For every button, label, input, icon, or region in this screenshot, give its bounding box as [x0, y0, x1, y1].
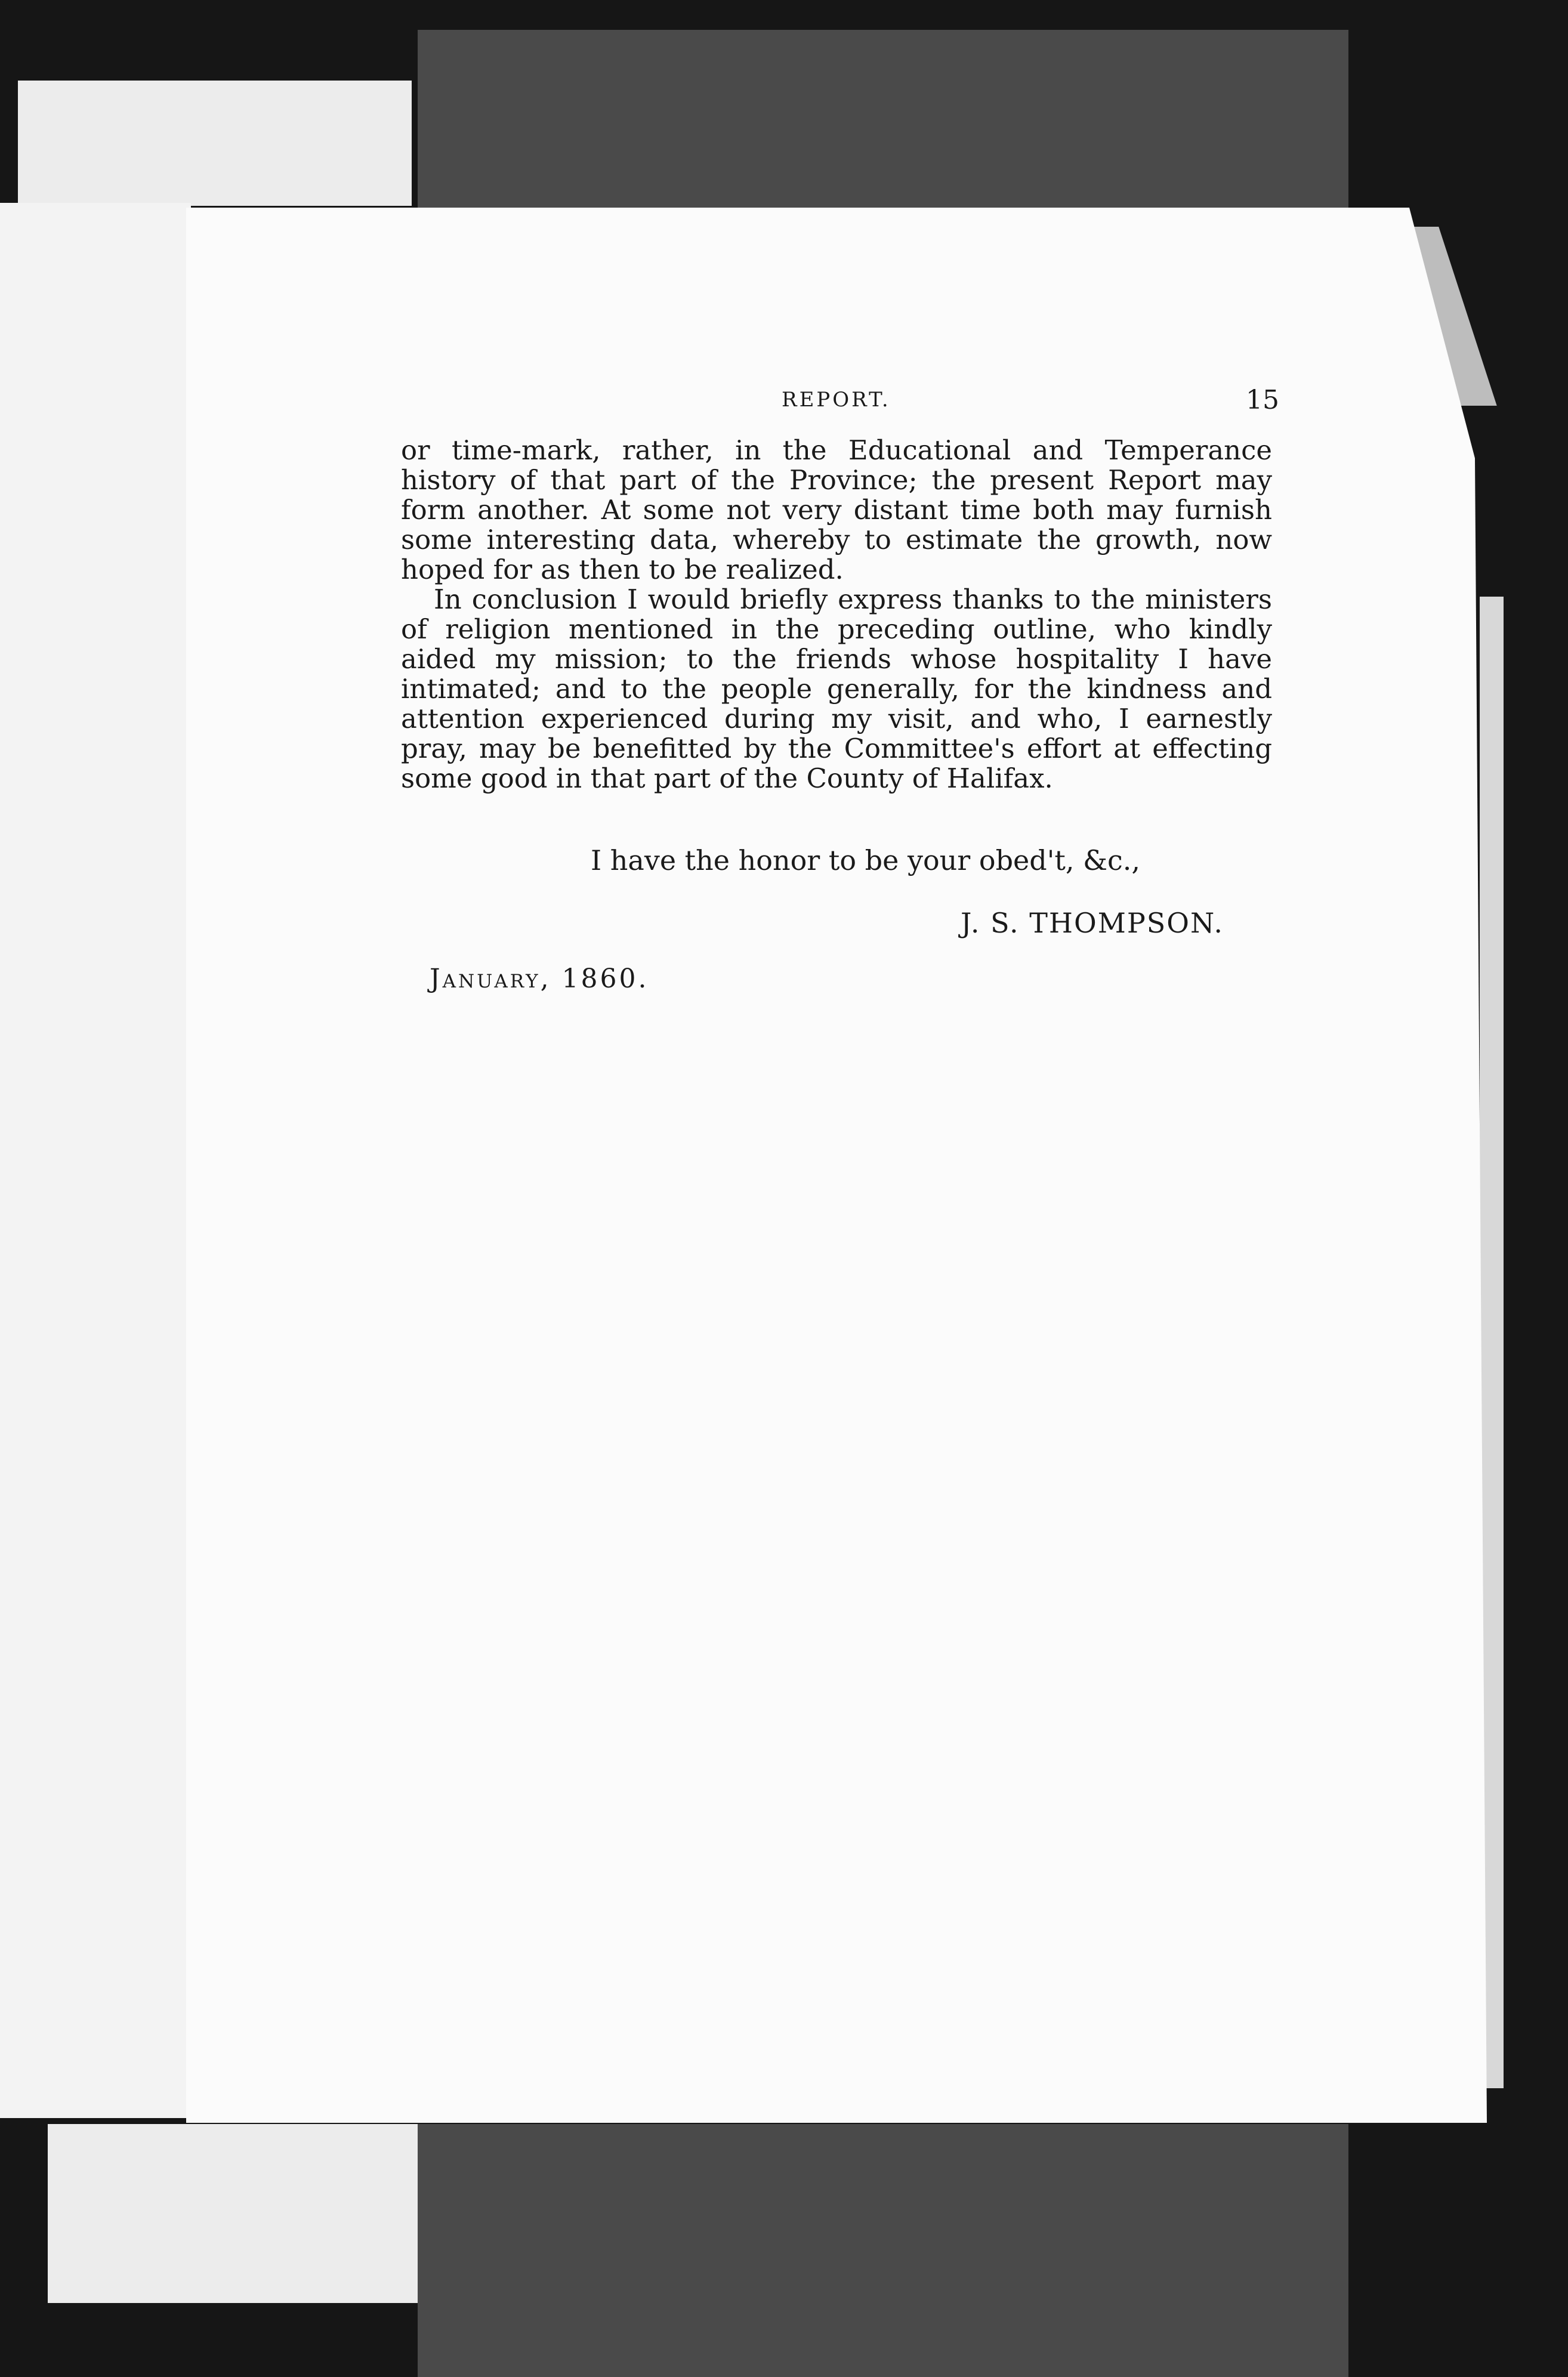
running-header: REPORT.: [782, 388, 891, 412]
binding-tape-bottom: [48, 2124, 418, 2303]
background-panel-bottom: [418, 2124, 1348, 2377]
facing-page: [0, 203, 191, 2118]
background-panel-top: [418, 30, 1348, 209]
page-number: 15: [1246, 385, 1279, 415]
body-text: [401, 436, 1272, 794]
paragraph: or time-mark, rather, in the Educational and Temperance history of that part of the Province; the present Report may form another. At some not very distant time both may furnish some interesting data, whereby to estimate the growth, now hoped for as then to be realized.: [401, 434, 1272, 585]
closing-line: I have the honor to be your obed't, &c.,: [591, 844, 1141, 876]
binding-tape-top: [18, 81, 412, 206]
paragraph: In conclusion I would briefly express thanks to the ministers of religion mentioned in the preceding outline, who kindly aided my mission; to the friends whose hospitality I have intimated; and to the people generally, for the kindness and attention experienced during my visit, and who, I earnestly pray, may be benefitted by the Committee's effort at effecting some good in that part of the County of Halifax.: [401, 584, 1272, 794]
signature: J. S. THOMPSON.: [961, 907, 1224, 939]
date-line: January, 1860.: [430, 964, 649, 994]
